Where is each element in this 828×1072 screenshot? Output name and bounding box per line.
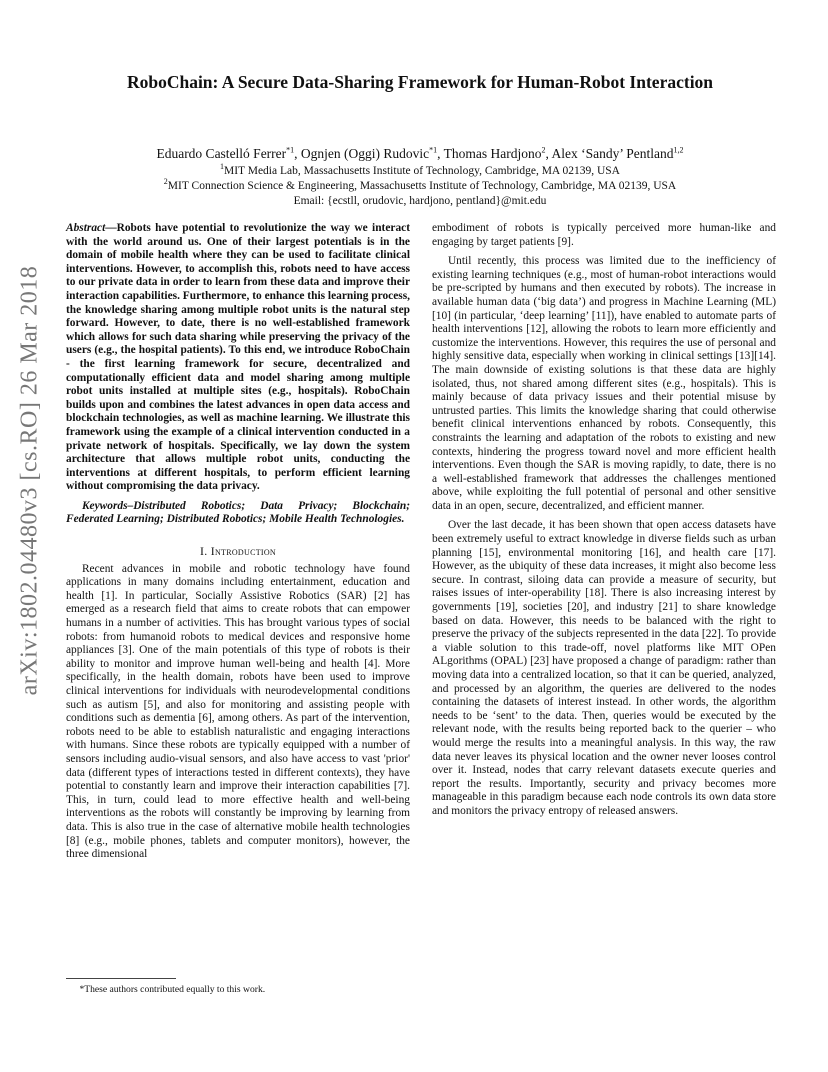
keywords: Keywords–Distributed Robotics; Data Privacy; Blockchain; Federated Learning; Distributed Robotics; Mobile Health Technologies. <box>66 499 410 526</box>
affiliation-mark: 1 <box>219 162 224 172</box>
abstract-text: —Robots have potential to revolutionize the way we interact with the world around us. One of their largest potentials is in the domain of mobile health where they can be used to facilitate clinical interventions. However, to accomplish this, robots need to have access to our private data in order to learn from these data and improve their interaction capabilities. Furthermore, to enhance this learning process, the knowledge sharing among multiple robot units is the natural step forward. However, to date, there is no well-established framework which allows for such data sharing while preserving the privacy of the users (e.g., the hospital patients). To this end, we introduce RoboChain - the first learning framework for secure, decentralized and computationally efficient data and model sharing among multiple robot units installed at multiple sites (e.g., hospitals). RoboChain builds upon and combines the latest advances in open data access and blockchain technologies, as well as machine learning. We illustrate this framework using the example of a clinical intervention conducted in a private network of hospitals. Specifically, we lay down the system architecture that allows multiple robot units, conducting the interventions at different hospitals, to perform efficient learning without compromising the data privacy. <box>66 222 410 493</box>
left-column <box>66 222 410 862</box>
arxiv-stamp-text: arXiv:1802.04480v3 [cs.RO] 26 Mar 2018 <box>16 265 43 695</box>
body-paragraph: embodiment of robots is typically perceived more human-like and engaging by target patients [9]. <box>432 222 776 248</box>
arxiv-stamp <box>6 200 54 760</box>
email-line: Email: {ecstll, orudovic, hardjono, pentland}@mit.edu <box>293 195 547 207</box>
abstract <box>66 222 410 494</box>
affiliation-text: MIT Media Lab, Massachusetts Institute of Technology, Cambridge, MA 02139, USA <box>223 165 620 177</box>
author-name: Alex ‘Sandy’ Pentland <box>551 146 674 161</box>
affiliation-1 <box>70 162 770 177</box>
author-name: Eduardo Castelló Ferrer <box>156 146 287 161</box>
author-marks: *1 <box>429 145 438 155</box>
affiliation-text: MIT Connection Science & Engineering, Massachusetts Institute of Technology, Cambridge, MA 02139, USA <box>167 180 677 192</box>
body-paragraph: Recent advances in mobile and robotic technology have found applications in many domains including entertainment, education and health [1]. In particular, Socially Assistive Robotics (SAR) [2] has emerged as a research field that aims to create robots that can empower humans in a number of activities. This has brought various types of social robots: from humanoid robots to medical devices and responsive home appliances [3]. One of the main potentials of this type of robots is their ability to monitor and improve human well-being and health [4]. More specifically, in the health domain, robots have been used to improve clinical interventions for individuals with neurodevelopmental conditions such as autism [5], and also for monitoring and assisting people with conditions such as dementia [6], among others. As part of the intervention, robots need to be able to establish naturalistic and engaging interactions with humans. Since these robots are typically equipped with a number of sensors including audio-visual sensors, and also have access to vast 'prior' data (different types of interactions tested in different contexts), they have potential to constantly learn and improve their interaction capabilities [7]. This, in turn, could lead to more effective health and well-being interventions as the robots will constantly be improving by learning from data. This is also true in the case of alternative mobile health technologies [8] (e.g., mobile phones, tablets and computer monitors), however, the three dimensional <box>66 562 410 861</box>
body-paragraph: Until recently, this process was limited due to the inefficiency of existing learning techniques (e.g., most of human-robot interactions would be pre-scripted by humans and then executed by robots). The increase in available human data (‘big data’) and progress in Machine Learning (ML) [10] (in particular, ‘deep learning’ [11]), have enabled to automate parts of health interventions [12], allowing the robots to learn more efficiently and customize the interventions. However, this requires the use of personal and highly sensitive data, especially when working in clinical settings [13][14]. The main downside of existing solutions is that these data are highly isolated, thus, not shared among different sites (e.g., hospitals). This is mainly because of data privacy issues and their potential misuse by untrusted parties. This limits the knowledge sharing that could otherwise benefit clinical interventions enhanced by robots. Consequently, this constraints the learning and adaptation of the robots to existing and new contexts, hindering the progress toward novel and more efficient health interventions. Even though the SAR is moving rapidly, to date, there is no a well-established framework that addresses the challenges mentioned above, while exploiting the full potential of personal and other sensitive data in an open, secure, decentralized, and efficient manner. <box>432 255 776 512</box>
author-marks: *1 <box>286 145 295 155</box>
paper-title: RoboChain: A Secure Data-Sharing Framework for Human-Robot Interaction <box>126 72 714 92</box>
body-paragraph: Over the last decade, it has been shown that open access datasets have been extremely useful to extract knowledge in diverse fields such as urban planning [15], environmental monitoring [16], and health care [17]. However, as the ubiquity of these data increases, it might also become less secure. In contrast, siloing data can provide a measure of security, but raises issues of inter-operability [18]. There is also increasing interest by governments [19], societies [20], and industry [21] to share knowledge based on data. However, this needs to be balanced with the right to preserve the privacy of the subjects represented in the data [22]. To provide a viable solution to this trade-off, novel platforms like MIT OPen ALgorithms (OPAL) [23] have proposed a change of paradigm: rather than moving data into a centralized location, so that it can be queried, analyzed, and processed by an algorithm, the queries are delivered to the nodes containing the datasets of interest instead. In other words, the algorithm needs to be ‘sent’ to the data. Then, queries would be executed by the relevant node, with the results being reported back to the querier – who would merge the results into a meaningful analysis. In this way, the raw data never leaves its physical location and the owner never looses control over it. Instead, nodes that carry relevant datasets execute queries and report the results. Importantly, security and privacy becomes more manageable in this paradigm because each node controls its own data store and monitors the privacy entropy of released answers. <box>432 519 776 817</box>
abstract-lead: Abstract <box>66 222 106 234</box>
author-name: Thomas Hardjono <box>443 146 542 161</box>
footnote-divider <box>66 978 176 979</box>
author-marks: 1,2 <box>673 145 684 155</box>
author-list: Eduardo Castelló Ferrer$^{*1}$, Ognjen (Oggi) Rudovic$^{*1}$, Thomas Hardjono$^2$, Alex ‘Sandy’ Pentland$^{1,2}$ <box>156 145 684 161</box>
author-name: Ognjen (Oggi) Rudovic <box>300 146 430 161</box>
footnote: *These authors contributed equally to this work. <box>79 984 266 995</box>
section-heading: I. Introduction <box>199 544 277 559</box>
affiliation-mark: 2 <box>163 177 168 187</box>
affiliation-2 <box>70 177 770 192</box>
author-marks: 2 <box>541 145 546 155</box>
right-column <box>432 222 776 819</box>
